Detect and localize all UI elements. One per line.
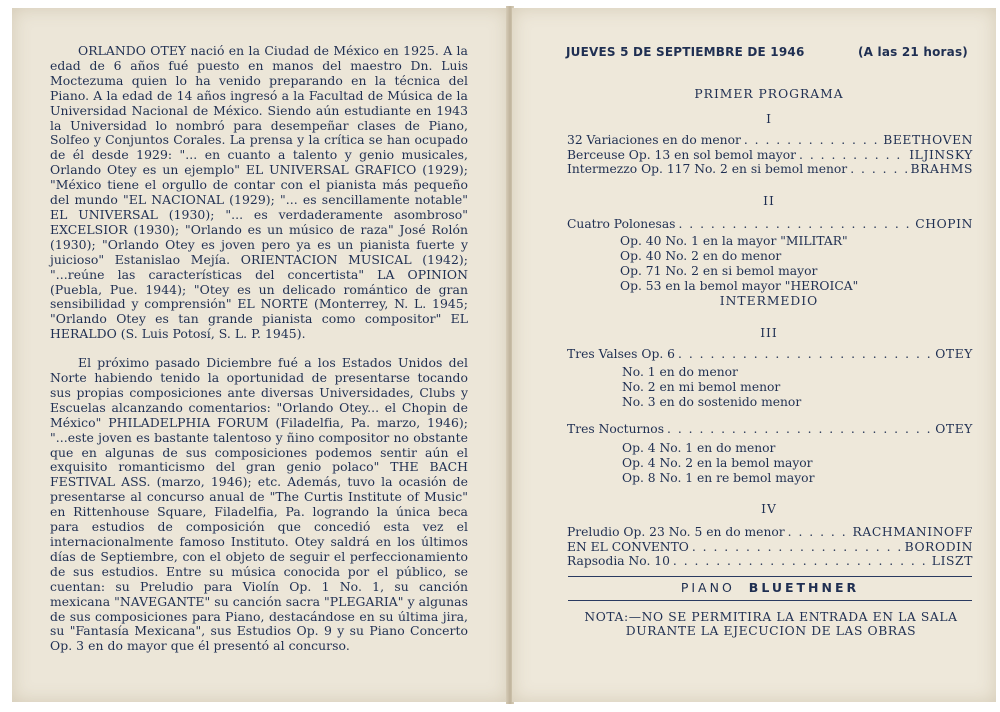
work-title: Cuatro Polonesas [567, 217, 676, 231]
composer: RACHMANINOFF [852, 525, 973, 539]
work-title: 32 Variaciones en do menor [567, 133, 741, 147]
work-title: Berceuse Op. 13 en sol bemol mayor [567, 147, 797, 162]
program-item [567, 422, 973, 437]
list-item: Op. 40 No. 1 en la mayor "MILITAR" [620, 234, 848, 248]
section-numeral-1: I [766, 112, 772, 126]
list-item: Op. 8 No. 1 en re bemol mayor [622, 471, 815, 485]
composer: BRAHMS [910, 162, 973, 176]
note-line-1: NOTA:—NO SE PERMITIRA LA ENTRADA EN LA SALA [584, 610, 958, 624]
program-item [567, 133, 973, 148]
program-item [567, 148, 973, 163]
program-item [567, 347, 973, 362]
section-2-list [567, 217, 973, 232]
program-title: PRIMER PROGRAMA [694, 87, 844, 101]
divider [568, 576, 972, 577]
intermission-label: INTERMEDIO [719, 294, 819, 308]
composer: ILJINSKY [909, 147, 973, 162]
polonaise-list [620, 234, 858, 294]
section-numeral-2: II [763, 194, 775, 208]
section-1-list [567, 133, 973, 177]
list-item: No. 3 en do sostenido menor [622, 395, 802, 409]
program-item [567, 217, 973, 232]
piano-label: PIANO [680, 580, 735, 595]
work-title: Preludio Op. 23 No. 5 en do menor [567, 525, 785, 539]
program-item [567, 554, 973, 569]
composer: LISZT [931, 554, 973, 568]
program-item [567, 540, 973, 555]
biography-paragraph-2: El próximo pasado Diciembre fué a los Estados Unidos del Norte habiendo tenido la oportunidad de presentarse tocando sus propias composiciones ante diversas Universidades, Clubs y Escuelas alcanzando comentarios: "Orlando Otey... el Chopin de México" PHILADELPHIA FORUM (Filadelfia, Pa. marzo, 1946); "...este joven es bastante talentoso y ñino compositor no obstante que en algunas de sus composiciones podemos sentir aún el exquisito romanticismo del gran genio polaco" THE BACH FESTIVAL ASS. (marzo, 1946); etc. Además, tuvo la ocasión de presentarse al concurso anual de "The Curtis Institute of Music" en Rittenhouse Square, Filadelfia, Pa. logrando la única beca para estudios de composición que concedió esta vez el internacionalmente famoso Instituto. Otey saldrá en los últimos días de Septiembre, con el objeto de seguir el perfeccionamiento de sus estudios. Entre su música conocida por el público, se cuentan: su Preludio para Violín Op. 1 No. 1, su canción mexicana "NAVEGANTE" su canción sacra "PLEGARIA" y algunas de sus composiciones para Piano, destacándose en su última jira, su "Fantasía Mexicana", sus Estudios Op. 9 y su Piano Concerto Op. 3 en do mayor que él presentó al concurso. [50, 355, 468, 654]
piano-brand: BLUETHNER [748, 580, 860, 595]
list-item: Op. 71 No. 2 en si bemol mayor [620, 264, 818, 278]
composer: OTEY [935, 347, 973, 361]
biography [50, 44, 468, 654]
concert-time: (A las 21 horas) [858, 45, 968, 59]
program-item [567, 162, 973, 177]
work-title: Intermezzo Op. 117 No. 2 en si bemol menor [567, 162, 848, 176]
admission-note [566, 610, 976, 638]
section-numeral-3: III [760, 326, 778, 340]
list-item: Op. 4 No. 1 en do menor [622, 441, 776, 455]
list-item: Op. 53 en la bemol mayor "HEROICA" [620, 279, 859, 293]
list-item: No. 1 en do menor [622, 365, 738, 379]
list-item: Op. 40 No. 2 en do menor [620, 249, 782, 263]
composer: OTEY [935, 422, 973, 436]
composer: BORODIN [904, 539, 973, 554]
composer: CHOPIN [915, 217, 973, 231]
section-3-group-1 [567, 347, 973, 362]
work-title: Tres Nocturnos [567, 422, 665, 436]
program-item [567, 525, 973, 540]
piano-credit [568, 580, 972, 595]
biography-paragraph-1: ORLANDO OTEY nació en la Ciudad de México en 1925. A la edad de 6 años fué puesto en manos del maestro Dn. Luis Moctezuma quien lo ha venido preparando en la técnica del Piano. A la edad de 14 años ingresó a la Facultad de Música de la Universidad Nacional de México. Siendo aún estudiante en 1943 la Universidad lo nombró para desempeñar clases de Piano, Solfeo y Conjuntos Corales. La prensa y la crítica se han ocupado de él desde 1929: "... en cuanto a talento y genio musicales, Orlando Otey es un ejemplo" EL UNIVERSAL GRAFICO (1929); "México tiene el orgullo de contar con el pianista más pequeño del mundo "EL NACIONAL (1929); "... es sencillamente notable" EL UNIVERSAL (1930); "... es verdaderamente asombroso" EXCELSIOR (1930); "Orlando es un músico de raza" José Rolón (1930); "Orlando Otey es joven pero ya es un pianista fuerte y juicioso" Estanislao Mejía. ORIENTACION MUSICAL (1942); "...reúne las características del concertista" LA OPINION (Puebla, Pue. 1944); "Otey es un delicado romántico de gran sensibilidad y comprensión" EL NORTE (Monterrey, N. L. 1945; "Orlando Otey es tan grande pianista como compositor" EL HERALDO (S. Luis Potosí, S. L. P. 1945). [50, 43, 468, 342]
section-3-group-2 [567, 422, 973, 437]
composer: BEETHOVEN [883, 133, 973, 147]
list-item: No. 2 en mi bemol menor [622, 380, 781, 394]
waltz-list [622, 365, 801, 410]
work-title: Tres Valses Op. 6 [567, 347, 675, 361]
list-item: Op. 4 No. 2 en la bemol mayor [622, 456, 813, 470]
section-numeral-4: IV [761, 502, 777, 516]
section-4-list [567, 525, 973, 569]
concert-date: JUEVES 5 DE SEPTIEMBRE DE 1946 [566, 45, 805, 59]
nocturne-list [622, 441, 814, 486]
divider [568, 600, 972, 601]
work-title: Rapsodia No. 10 [567, 554, 670, 568]
work-title: EN EL CONVENTO [567, 539, 689, 554]
note-line-2: DURANTE LA EJECUCION DE LAS OBRAS [625, 624, 917, 638]
